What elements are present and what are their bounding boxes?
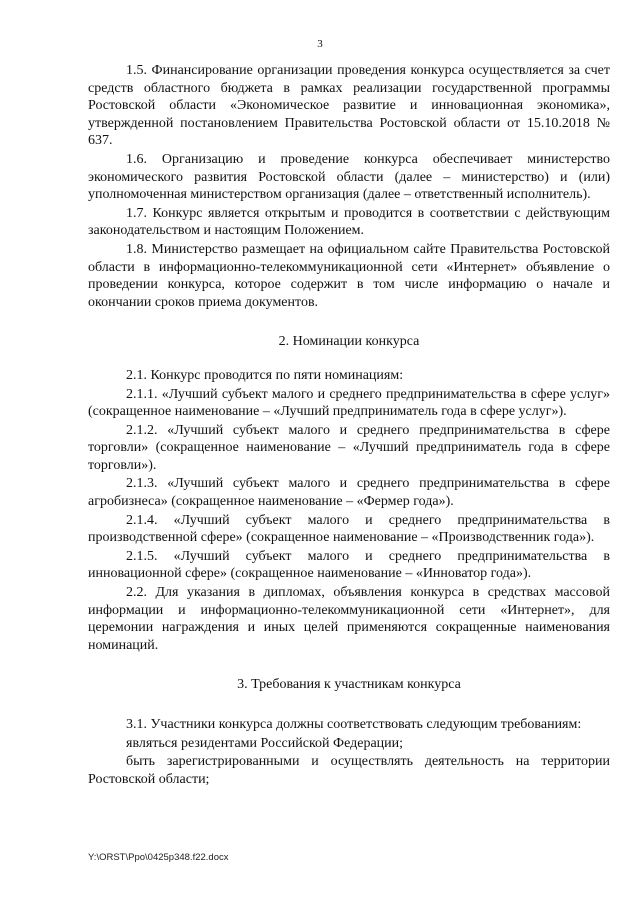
paragraph-2-1-2: 2.1.2. «Лучший субъект малого и среднего предпринимательства в сфере торговли» (сокращенное наименование – «Лучший предприниматель года в сфере торговли»).: [88, 422, 610, 473]
paragraph-2-1-1: 2.1.1. «Лучший субъект малого и среднего предпринимательства в сфере услуг» (сокращенное наименование – «Лучший предприниматель года в сфере услуг»).: [88, 386, 610, 420]
page-number: 3: [317, 38, 323, 50]
requirement-item-residents: являться резидентами Российской Федерации;: [126, 735, 404, 751]
document-body: [88, 62, 610, 788]
paragraph-2-1-4: 2.1.4. «Лучший субъект малого и среднего предпринимательства в производственной сфере» (сокращенное наименование – «Производственник года»).: [88, 512, 610, 546]
section-heading-3: 3. Требования к участникам конкурса: [237, 677, 461, 693]
paragraph-1-6: 1.6. Организацию и проведение конкурса обеспечивает министерство экономического развития Ростовской области (далее – министерство) и (или) уполномоченная министерством организация (далее – ответственный исполнитель).: [88, 151, 610, 203]
paragraph-3-1: 3.1. Участники конкурса должны соответствовать следующим требованиям:: [126, 717, 582, 732]
paragraph-2-2: 2.2. Для указания в дипломах, объявления конкурса в средствах массовой информации и информационно-телекоммуникационной сети «Интернет», для церемонии награждения и иных целей применяются сокращенные наименования номинаций.: [88, 585, 610, 653]
paragraph-1-8: 1.8. Министерство размещает на официальном сайте Правительства Ростовской области в информационно-телекоммуникационной сети «Интернет» объявление о проведении конкурса, которое содержит в том числе информацию о начале и окончании сроков приема документов.: [88, 241, 610, 310]
section-heading-2: 2. Номинации конкурса: [278, 334, 420, 350]
paragraph-1-7: 1.7. Конкурс является открытым и проводится в соответствии с действующим законодательством и настоящим Положением.: [88, 205, 610, 239]
paragraph-2-1-3: 2.1.3. «Лучший субъект малого и среднего предпринимательства в сфере агробизнеса» (сокращенное наименование – «Фермер года»).: [88, 476, 610, 510]
paragraph-2-1: 2.1. Конкурс проводится по пяти номинациям:: [126, 367, 404, 383]
paragraph-1-5: 1.5. Финансирование организации проведения конкурса осуществляется за счет средств областного бюджета в рамках реализации государственной программы Ростовской области «Экономическое развитие и инновационная экономика», утвержденной постановлением Правительства Ростовской области от 15.10.2018 № 637.: [88, 63, 610, 149]
file-path-footer: Y:\ORST\Ppo\0425p348.f22.docx: [88, 852, 229, 863]
requirement-item-registration: быть зарегистрированными и осуществлять деятельность на территории Ростовской области;: [88, 754, 610, 787]
paragraph-2-1-5: 2.1.5. «Лучший субъект малого и среднего предпринимательства в инновационной сфере» (сокращенное наименование – «Инноватор года»).: [88, 548, 610, 582]
